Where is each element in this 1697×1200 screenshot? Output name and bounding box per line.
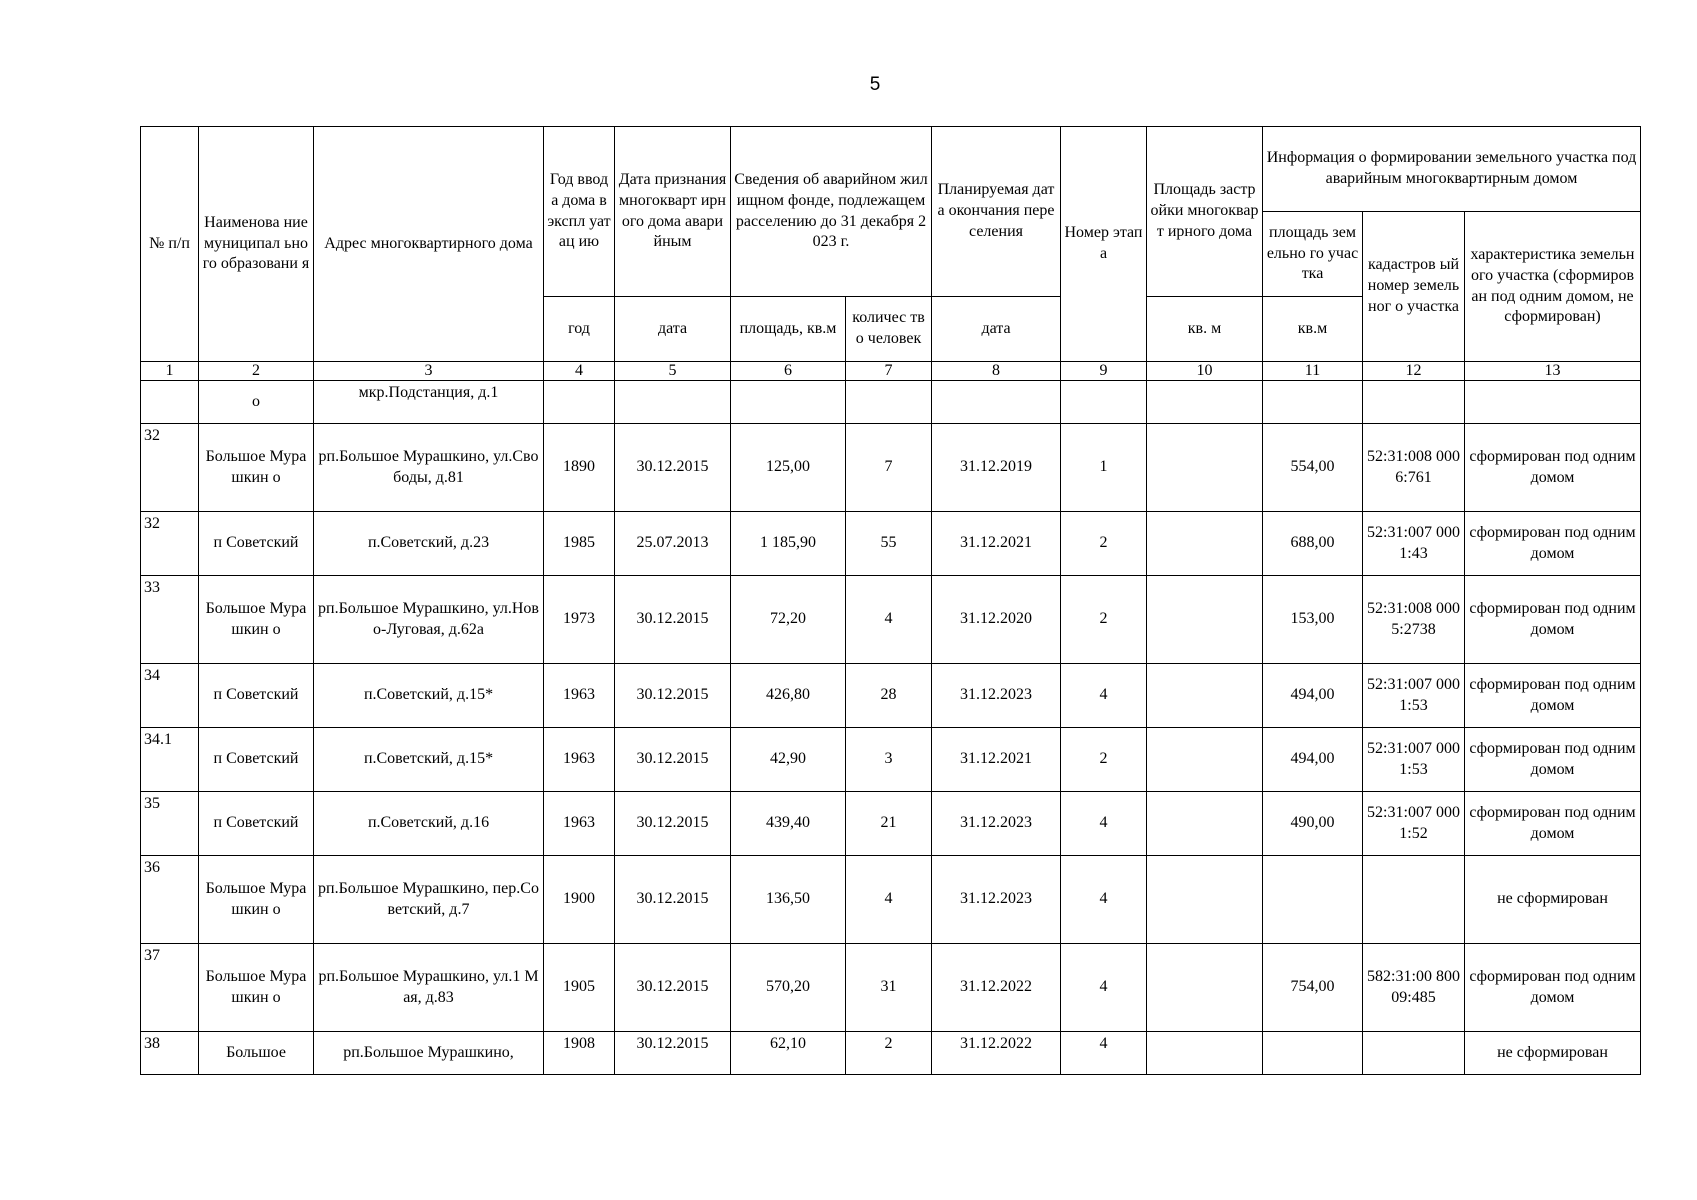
cell-address: рп.Большое Мурашкино, <box>314 1032 544 1075</box>
cell-municipality: п Советский <box>199 512 314 576</box>
table-row <box>141 576 1641 664</box>
cell-area: 62,10 <box>731 1032 846 1075</box>
cell-year <box>544 381 615 424</box>
cell-area: 439,40 <box>731 792 846 856</box>
header-municipality: Наименова ние муниципал ьного образовани я <box>199 127 314 362</box>
cell-municipality: о <box>199 381 314 424</box>
header-planned-date: Планируемая дата окончания переселения <box>932 127 1061 297</box>
cell-municipality: п Советский <box>199 792 314 856</box>
cell-date: 30.12.2015 <box>615 576 731 664</box>
header-built-area: Площадь застройки многокварт ирного дома <box>1147 127 1263 297</box>
cell-year: 1900 <box>544 856 615 944</box>
cell-stage: 4 <box>1061 856 1147 944</box>
page-number: 5 <box>869 74 881 95</box>
unit-year: год <box>544 297 615 362</box>
cell-address: п.Советский, д.15* <box>314 728 544 792</box>
cell-built <box>1147 792 1263 856</box>
cell-stage: 2 <box>1061 512 1147 576</box>
cell-land-char: сформирован под одним домом <box>1465 792 1641 856</box>
cell-year: 1905 <box>544 944 615 1032</box>
cell-cadastral: 582:31:00 80009:485 <box>1363 944 1465 1032</box>
table-row <box>141 424 1641 512</box>
header-stage: Номер этапа <box>1061 127 1147 362</box>
cell-built <box>1147 424 1263 512</box>
cell-cadastral <box>1363 381 1465 424</box>
header-land-info: Информация о формировании земельного участка под аварийным многоквартирным домом <box>1263 127 1641 212</box>
cell-people: 7 <box>846 424 932 512</box>
cell-no: 32 <box>141 424 199 512</box>
cell-area: 1 185,90 <box>731 512 846 576</box>
cell-address: рп.Большое Мурашкино, ул.Ново-Луговая, д.62а <box>314 576 544 664</box>
table-row <box>141 512 1641 576</box>
column-number: 7 <box>846 362 932 381</box>
unit-planned-date: дата <box>932 297 1061 362</box>
cell-land: 688,00 <box>1263 512 1363 576</box>
cell-built <box>1147 512 1263 576</box>
cell-land-char: сформирован под одним домом <box>1465 664 1641 728</box>
cell-date: 30.12.2015 <box>615 944 731 1032</box>
cell-address: мкр.Подстанция, д.1 <box>314 381 544 424</box>
cell-planned: 31.12.2021 <box>932 728 1061 792</box>
header-cadastral: кадастров ый номер земельног о участка <box>1363 212 1465 362</box>
cell-planned <box>932 381 1061 424</box>
table-row <box>141 728 1641 792</box>
cell-year: 1963 <box>544 728 615 792</box>
unit-area: площадь, кв.м <box>731 297 846 362</box>
cell-no <box>141 381 199 424</box>
cell-built <box>1147 664 1263 728</box>
cell-date: 30.12.2015 <box>615 664 731 728</box>
column-number: 8 <box>932 362 1061 381</box>
column-number: 1 <box>141 362 199 381</box>
cell-no: 32 <box>141 512 199 576</box>
cell-stage <box>1061 381 1147 424</box>
cell-date: 30.12.2015 <box>615 424 731 512</box>
unit-people: количес тво человек <box>846 297 932 362</box>
cell-year: 1963 <box>544 664 615 728</box>
cell-stage: 1 <box>1061 424 1147 512</box>
cell-land-char: сформирован под одним домом <box>1465 576 1641 664</box>
cell-date: 30.12.2015 <box>615 1032 731 1075</box>
cell-land <box>1263 1032 1363 1075</box>
column-number: 11 <box>1263 362 1363 381</box>
cell-people: 21 <box>846 792 932 856</box>
cell-land-char: сформирован под одним домом <box>1465 728 1641 792</box>
cell-built <box>1147 1032 1263 1075</box>
cell-cadastral: 52:31:008 0006:761 <box>1363 424 1465 512</box>
cell-land: 494,00 <box>1263 728 1363 792</box>
cell-address: п.Советский, д.23 <box>314 512 544 576</box>
continuation-row <box>141 381 1641 424</box>
cell-area: 72,20 <box>731 576 846 664</box>
cell-stage: 2 <box>1061 576 1147 664</box>
header-row-1 <box>141 127 1641 212</box>
table-row <box>141 944 1641 1032</box>
cell-year: 1985 <box>544 512 615 576</box>
cell-area: 136,50 <box>731 856 846 944</box>
table-row <box>141 1032 1641 1075</box>
column-number: 4 <box>544 362 615 381</box>
cell-people: 3 <box>846 728 932 792</box>
cell-land: 153,00 <box>1263 576 1363 664</box>
cell-planned: 31.12.2023 <box>932 856 1061 944</box>
cell-date: 25.07.2013 <box>615 512 731 576</box>
table-row <box>141 664 1641 728</box>
cell-address: рп.Большое Мурашкино, ул.1 Мая, д.83 <box>314 944 544 1032</box>
cell-land <box>1263 381 1363 424</box>
cell-no: 37 <box>141 944 199 1032</box>
cell-planned: 31.12.2023 <box>932 664 1061 728</box>
cell-address: п.Советский, д.15* <box>314 664 544 728</box>
table-body <box>141 127 1641 1075</box>
cell-land-char: сформирован под одним домом <box>1465 944 1641 1032</box>
cell-municipality: п Советский <box>199 728 314 792</box>
cell-people: 28 <box>846 664 932 728</box>
column-number: 3 <box>314 362 544 381</box>
cell-people: 55 <box>846 512 932 576</box>
cell-people: 4 <box>846 576 932 664</box>
column-number-row <box>141 362 1641 381</box>
cell-stage: 4 <box>1061 1032 1147 1075</box>
header-address: Адрес многоквартирного дома <box>314 127 544 362</box>
cell-area: 125,00 <box>731 424 846 512</box>
cell-planned: 31.12.2023 <box>932 792 1061 856</box>
cell-land: 554,00 <box>1263 424 1363 512</box>
column-number: 13 <box>1465 362 1641 381</box>
cell-area <box>731 381 846 424</box>
cell-no: 36 <box>141 856 199 944</box>
cell-cadastral <box>1363 1032 1465 1075</box>
cell-year: 1973 <box>544 576 615 664</box>
cell-land <box>1263 856 1363 944</box>
header-no: № п/п <box>141 127 199 362</box>
cell-address: рп.Большое Мурашкино, пер.Советский, д.7 <box>314 856 544 944</box>
cell-land-char: не сформирован <box>1465 856 1641 944</box>
header-land-area: площадь земельно го участка <box>1263 212 1363 297</box>
column-number: 6 <box>731 362 846 381</box>
cell-no: 38 <box>141 1032 199 1075</box>
column-number: 2 <box>199 362 314 381</box>
cell-planned: 31.12.2021 <box>932 512 1061 576</box>
column-number: 12 <box>1363 362 1465 381</box>
table-row <box>141 856 1641 944</box>
cell-planned: 31.12.2022 <box>932 1032 1061 1075</box>
column-number: 9 <box>1061 362 1147 381</box>
cell-year: 1890 <box>544 424 615 512</box>
column-number: 5 <box>615 362 731 381</box>
cell-area: 426,80 <box>731 664 846 728</box>
cell-year: 1908 <box>544 1032 615 1075</box>
cell-address: рп.Большое Мурашкино, ул.Свободы, д.81 <box>314 424 544 512</box>
cell-land: 754,00 <box>1263 944 1363 1032</box>
cell-planned: 31.12.2020 <box>932 576 1061 664</box>
column-number: 10 <box>1147 362 1263 381</box>
cell-no: 34 <box>141 664 199 728</box>
cell-land: 494,00 <box>1263 664 1363 728</box>
cell-cadastral: 52:31:008 0005:2738 <box>1363 576 1465 664</box>
cell-people: 4 <box>846 856 932 944</box>
cell-built <box>1147 576 1263 664</box>
unit-date: дата <box>615 297 731 362</box>
cell-stage: 4 <box>1061 944 1147 1032</box>
cell-built <box>1147 728 1263 792</box>
cell-cadastral: 52:31:007 0001:52 <box>1363 792 1465 856</box>
cell-stage: 4 <box>1061 792 1147 856</box>
cell-stage: 4 <box>1061 664 1147 728</box>
cell-cadastral: 52:31:007 0001:53 <box>1363 728 1465 792</box>
cell-planned: 31.12.2022 <box>932 944 1061 1032</box>
cell-municipality: Большое <box>199 1032 314 1075</box>
cell-date: 30.12.2015 <box>615 728 731 792</box>
header-land-char: характеристика земельного участка (сформирован под одним домом, не сформирован) <box>1465 212 1641 362</box>
cell-built <box>1147 381 1263 424</box>
cell-land-char: сформирован под одним домом <box>1465 512 1641 576</box>
cell-municipality: Большое Мурашкин о <box>199 576 314 664</box>
cell-land-char <box>1465 381 1641 424</box>
cell-no: 34.1 <box>141 728 199 792</box>
resettlement-table <box>140 126 1641 1075</box>
cell-municipality: п Советский <box>199 664 314 728</box>
cell-people: 31 <box>846 944 932 1032</box>
unit-built-area: кв. м <box>1147 297 1263 362</box>
cell-municipality: Большое Мурашкин о <box>199 424 314 512</box>
cell-stage: 2 <box>1061 728 1147 792</box>
cell-cadastral <box>1363 856 1465 944</box>
cell-planned: 31.12.2019 <box>932 424 1061 512</box>
cell-land-char: сформирован под одним домом <box>1465 424 1641 512</box>
cell-people: 2 <box>846 1032 932 1075</box>
cell-date: 30.12.2015 <box>615 792 731 856</box>
cell-address: п.Советский, д.16 <box>314 792 544 856</box>
cell-cadastral: 52:31:007 0001:53 <box>1363 664 1465 728</box>
header-emergency-date: Дата признания многокварт ирного дома аварийным <box>615 127 731 297</box>
cell-year: 1963 <box>544 792 615 856</box>
cell-people <box>846 381 932 424</box>
table-row <box>141 792 1641 856</box>
cell-date: 30.12.2015 <box>615 856 731 944</box>
header-year-built: Год ввода дома в экспл уатац ию <box>544 127 615 297</box>
cell-cadastral: 52:31:007 0001:43 <box>1363 512 1465 576</box>
cell-built <box>1147 944 1263 1032</box>
cell-municipality: Большое Мурашкин о <box>199 856 314 944</box>
header-resettle-info: Сведения об аварийном жилищном фонде, подлежащем расселению до 31 декабря 2023 г. <box>731 127 932 297</box>
cell-area: 42,90 <box>731 728 846 792</box>
cell-no: 33 <box>141 576 199 664</box>
cell-date <box>615 381 731 424</box>
cell-no: 35 <box>141 792 199 856</box>
cell-area: 570,20 <box>731 944 846 1032</box>
unit-land-area: кв.м <box>1263 297 1363 362</box>
cell-built <box>1147 856 1263 944</box>
cell-municipality: Большое Мурашкин о <box>199 944 314 1032</box>
cell-land: 490,00 <box>1263 792 1363 856</box>
cell-land-char: не сформирован <box>1465 1032 1641 1075</box>
